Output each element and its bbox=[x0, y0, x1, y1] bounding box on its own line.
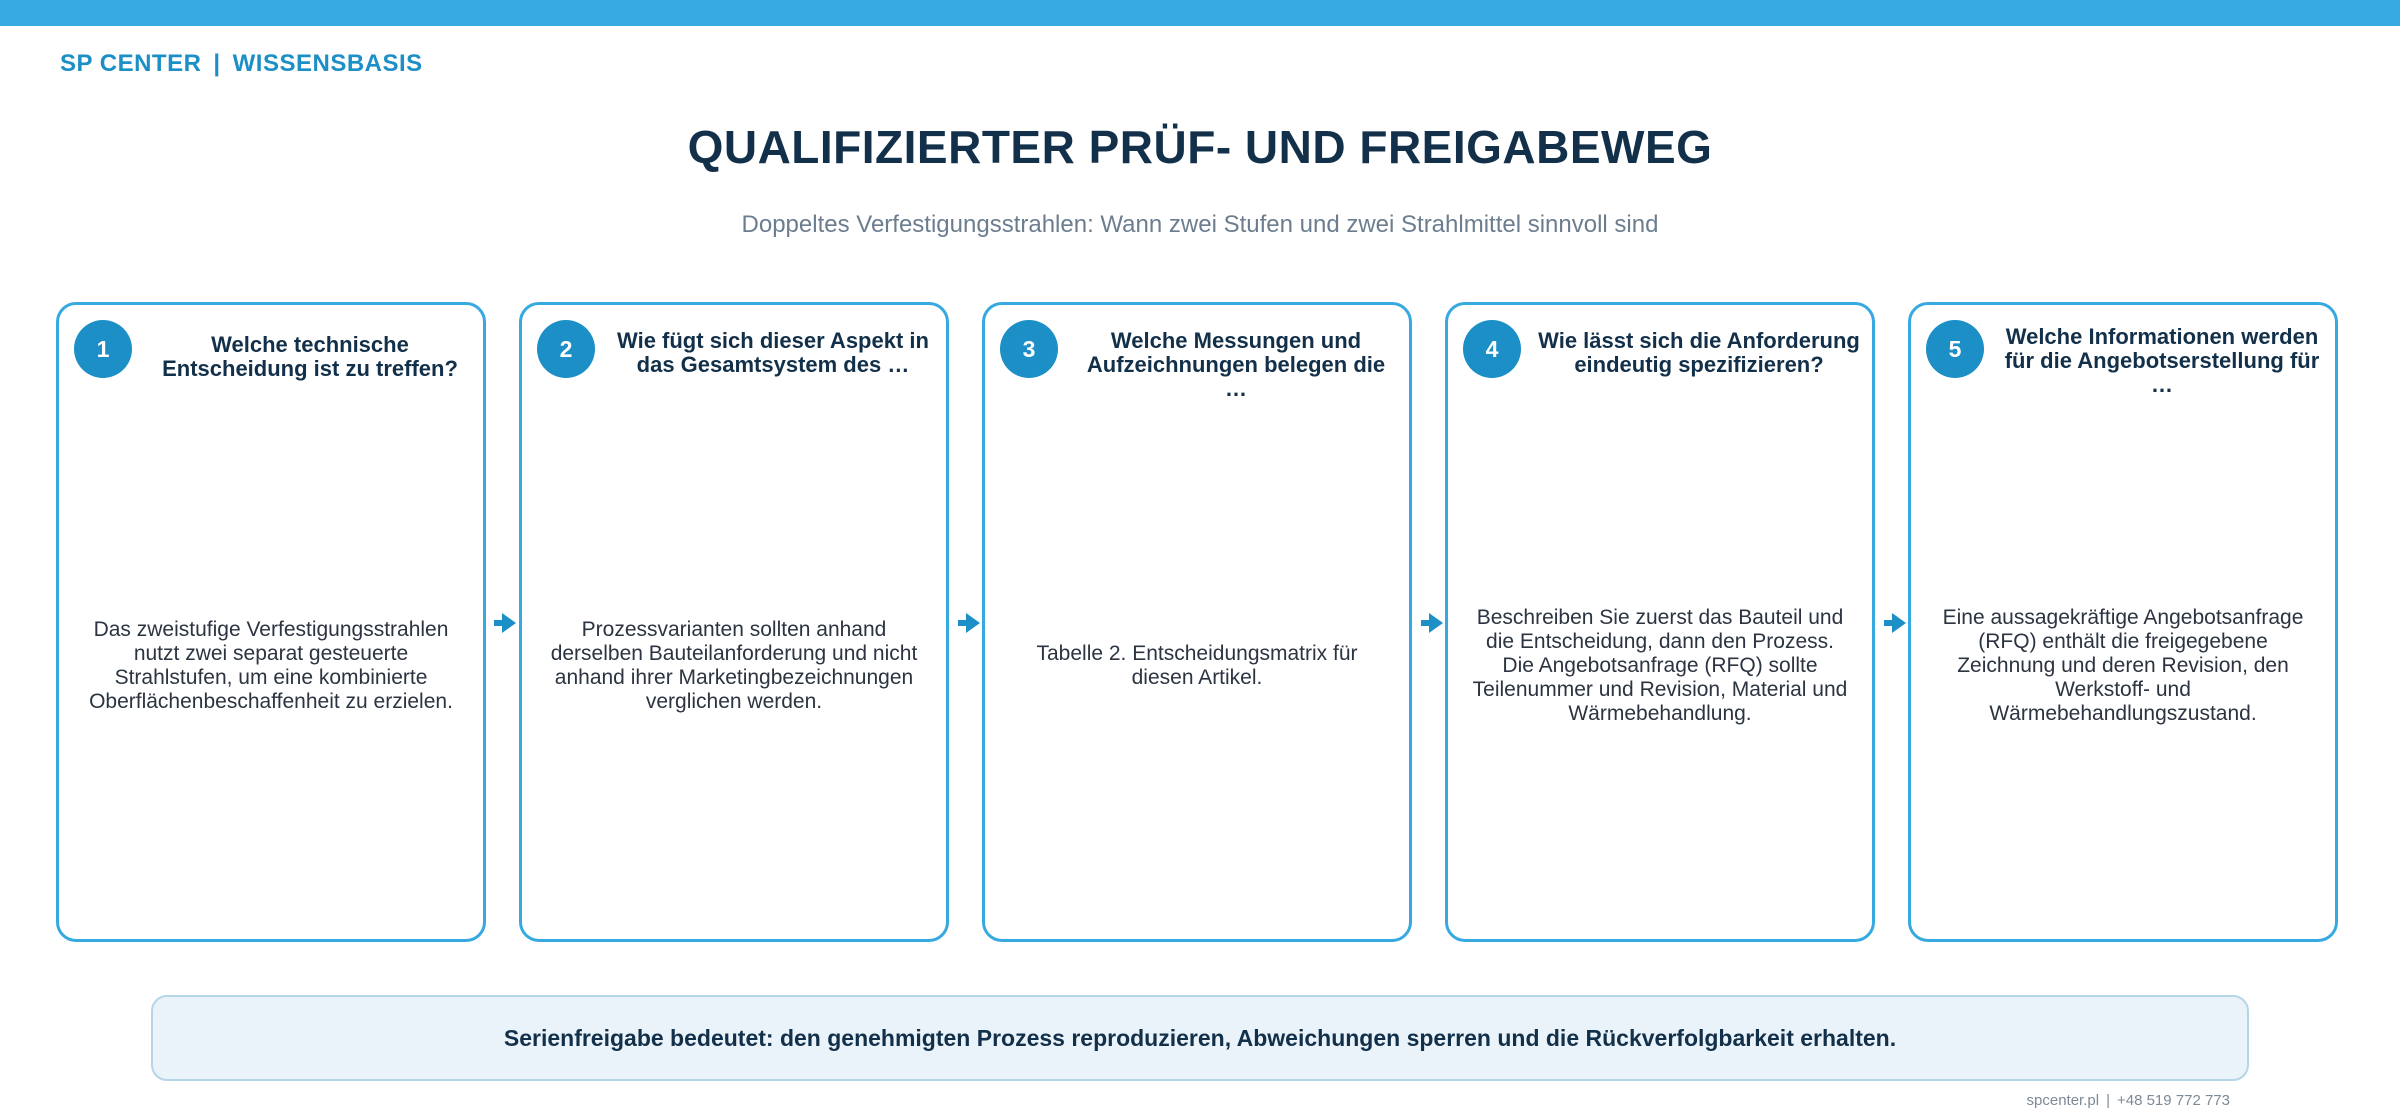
arrow-right-icon bbox=[958, 610, 980, 636]
step-body: Beschreiben Sie zuerst das Bauteil und die Entscheidung, dann den Prozess. Die Angebotsanfrage (RFQ) sollte Teilenummer und Revision, Material und Wärmebehandlung. bbox=[1472, 606, 1848, 725]
step-card-3 bbox=[982, 302, 1412, 942]
brand-separator: | bbox=[213, 50, 221, 77]
step-card-4 bbox=[1445, 302, 1875, 942]
step-body: Das zweistufige Verfestigungsstrahlen nutzt zwei separat gesteuerte Strahlstufen, um eine kombinierte Oberflächenbeschaffenheit zu erzielen. bbox=[89, 618, 453, 713]
step-card-2 bbox=[519, 302, 949, 942]
step-body: Prozessvarianten sollten anhand derselben Bauteilanforderung und nicht anhand ihrer Marketingbezeichnungen verglichen werden. bbox=[550, 618, 918, 713]
step-heading: Welche Messungen und Aufzeichnungen belegen die … bbox=[1086, 328, 1386, 401]
step-card-1 bbox=[56, 302, 486, 942]
page-subtitle: Doppeltes Verfestigungsstrahlen: Wann zwei Stufen und zwei Strahlmittel sinnvoll sind bbox=[741, 211, 1659, 238]
section-name: WISSENSBASIS bbox=[232, 50, 423, 77]
summary-banner: Serienfreigabe bedeutet: den genehmigten Prozess reproduzieren, Abweichungen sperren und die Rückverfolgbarkeit erhalten. bbox=[151, 995, 2249, 1081]
footer-separator: | bbox=[2106, 1092, 2110, 1109]
top-accent-bar bbox=[0, 0, 2400, 26]
step-body: Tabelle 2. Entscheidungsmatrix für diesen Artikel. bbox=[1036, 642, 1358, 689]
footer-website: spcenter.pl bbox=[2026, 1092, 2100, 1109]
step-number-badge: 3 bbox=[1000, 320, 1058, 378]
footer-phone: +48 519 772 773 bbox=[2116, 1092, 2230, 1109]
brand-header bbox=[60, 50, 423, 78]
footer-contact bbox=[2027, 1092, 2230, 1109]
arrow-right-icon bbox=[494, 610, 516, 636]
step-number-badge: 2 bbox=[537, 320, 595, 378]
step-number-badge: 5 bbox=[1926, 320, 1984, 378]
brand-name: SP CENTER bbox=[60, 50, 202, 77]
step-number-badge: 1 bbox=[74, 320, 132, 378]
step-card-5 bbox=[1908, 302, 2338, 942]
step-heading: Wie lässt sich die Anforderung eindeutig spezifizieren? bbox=[1538, 328, 1860, 377]
step-number-badge: 4 bbox=[1463, 320, 1521, 378]
step-heading: Welche Informationen werden für die Angebotserstellung für … bbox=[2004, 324, 2320, 397]
arrow-right-icon bbox=[1421, 610, 1443, 636]
step-body: Eine aussagekräftige Angebotsanfrage (RFQ) enthält die freigegebene Zeichnung und deren Revision, den Werkstoff- und Wärmebehandlungszustand. bbox=[1942, 606, 2304, 725]
page-title: QUALIFIZIERTER PRÜF- UND FREIGABEWEG bbox=[687, 121, 1713, 173]
arrow-right-icon bbox=[1884, 610, 1906, 636]
step-heading: Welche technische Entscheidung ist zu treffen? bbox=[162, 332, 458, 381]
step-heading: Wie fügt sich dieser Aspekt in das Gesamtsystem des … bbox=[617, 328, 929, 377]
